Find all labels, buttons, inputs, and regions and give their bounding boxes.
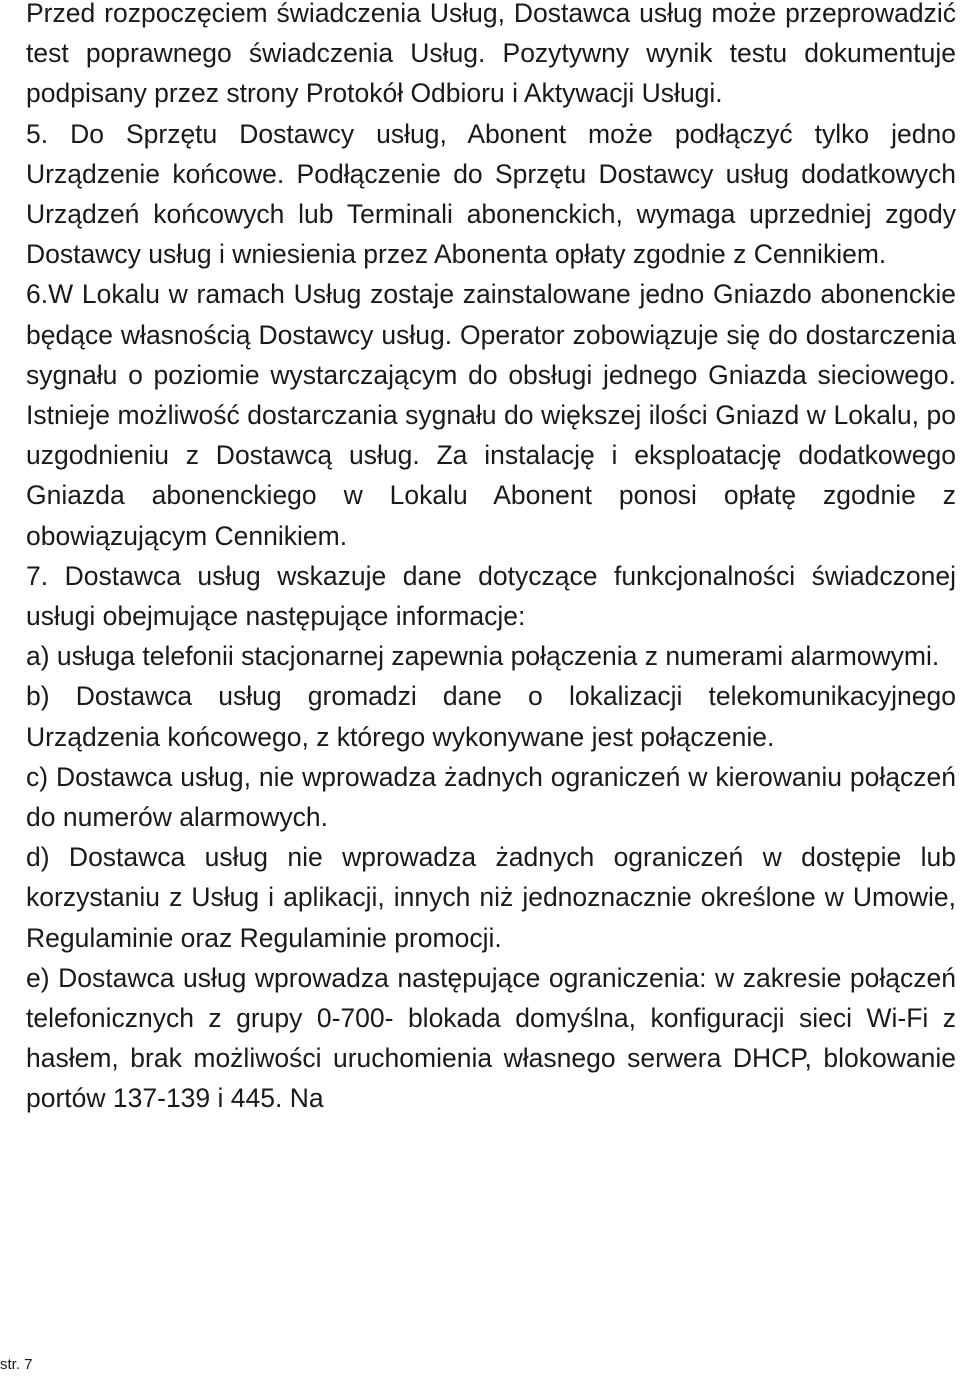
item-5-text-b: Podłączenie do Sprzętu Dostawcy usług dodatkowych Urządzeń końcowych lub Terminali abonenckich, wymaga uprzedniej zgody Dostawcy usług i wniesienia przez Abonenta opłaty zgodnie z Cennikiem. [26,158,956,270]
intro-paragraph [26,0,956,114]
item-7-d: d) Dostawca usług nie wprowadza żadnych ograniczeń w dostępie lub korzystaniu z Usług i aplikacji, innych niż jednoznacznie określone w Umowie, Regulaminie oraz Regulaminie promocji. [26,842,956,953]
item-7-b: b) Dostawca usług gromadzi dane o lokalizacji telekomunikacyjnego Urządzenia końcowego, z którego wykonywane jest połączenie. [26,681,956,752]
item-7-c: c) Dostawca usług, nie wprowadza żadnych ograniczeń w kierowaniu połączeń do numerów alarmowych. [26,761,956,833]
item-6-text-a: W Lokalu w ramach Usług zostaje zainstalowane jedno Gniazdo abonenckie będące własnością Dostawcy usług. [26,279,956,350]
item-5 [26,114,956,275]
item-6 [26,274,956,555]
item-5-text-a: Do Sprzętu Dostawcy usług, Abonent może podłączyć tylko jedno Urządzenie końcowe. [26,118,956,189]
item-7 [26,556,956,636]
item-7-a: a) usługa telefonii stacjonarnej zapewnia połączenia z numerami alarmowymi. [26,641,940,672]
item-6-number: 6. [26,279,49,310]
document-page [26,0,956,1119]
page-number: str. 7 [0,1356,33,1373]
intro-text: Przed rozpoczęciem świadczenia Usług, Dostawca usług może przeprowadzić test poprawnego świadczenia Usług. Pozytywny wynik testu dokumentuje podpisany przez strony Protokół Odbioru i Aktywacji Usługi. [26,0,956,109]
item-7-e: e) Dostawca usług wprowadza następujące ograniczenia: w zakresie połączeń telefonicznych z grupy 0-700- blokada domyślna, konfiguracji sieci Wi-Fi z hasłem, brak możliwości uruchomienia własnego serwera DHCP, blokowanie portów 137-139 i 445. Na [26,962,956,1114]
item-7-number: 7. [26,560,49,591]
item-5-number: 5. [26,118,49,149]
item-7-text: Dostawca usług wskazuje dane dotyczące funkcjonalności świadczonej usługi obejmujące następujące informacje: [26,560,956,632]
item-6-text-b: Operator zobowiązuje się do dostarczenia sygnału o poziomie wystarczającym do obsługi jednego Gniazda sieciowego. Istnieje możliwość dostarczania sygnału do większej ilości Gniazd w Lokalu, po uzgodnieniu z Dostawcą usług. Za instalację i eksploatację dodatkowego Gniazda abonenckiego w Lokalu Abonent ponosi opłatę zgodnie z obowiązującym Cennikiem. [26,319,956,551]
